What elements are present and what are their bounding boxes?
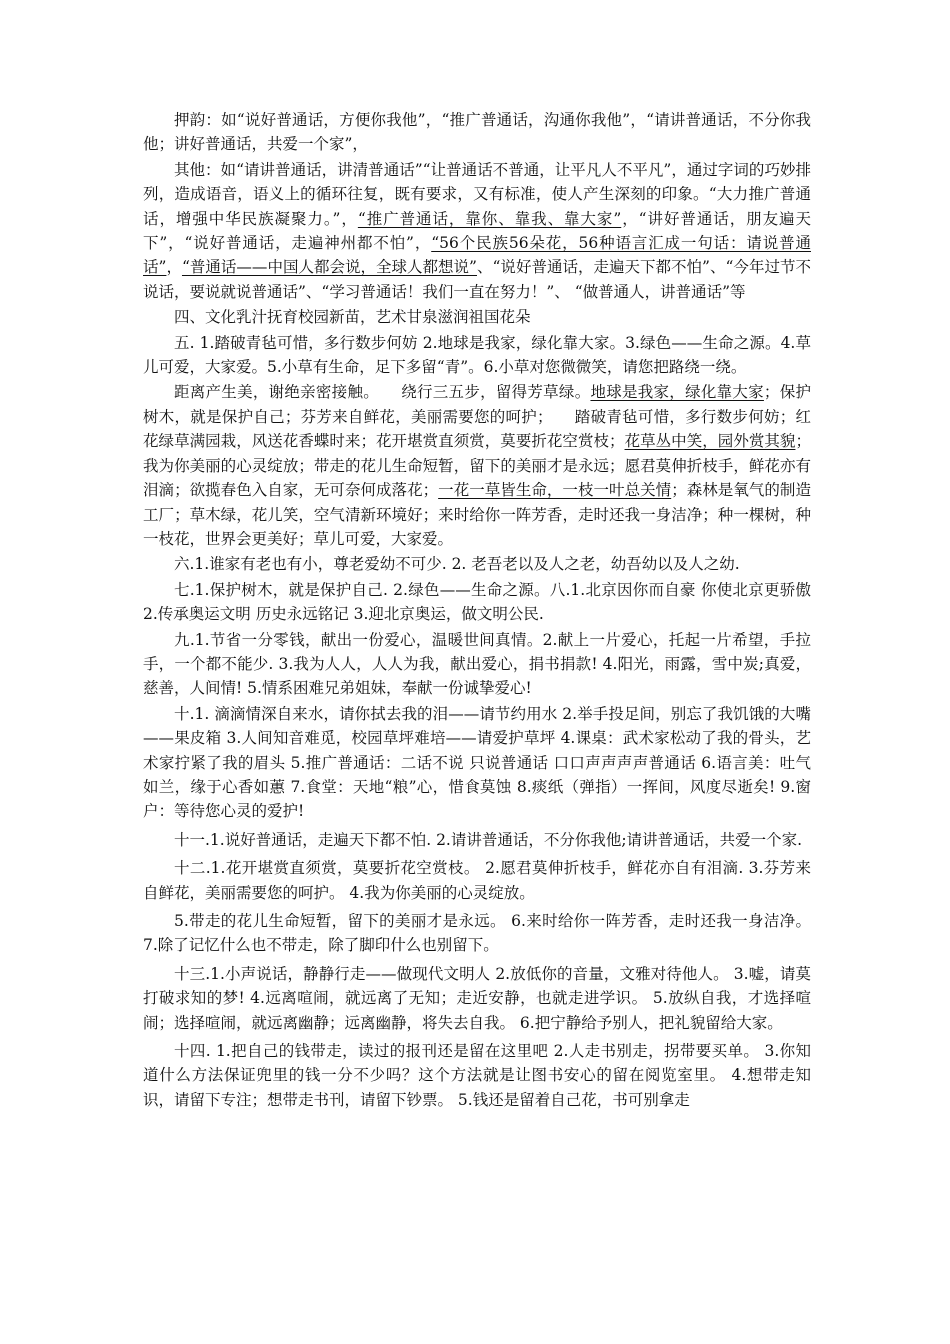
text-run: 六.1.谁家有老也有小，尊老爱幼不可少. 2. 老吾老以及人之老，幼吾幼以及人之幼. xyxy=(174,555,740,574)
text-run: 其他：如“请讲普通话，讲清普通话”“让普通话不普通，让平凡人不平凡”，通过字词的巧妙排列，造成语音，语义上的循环往复，既有要求，又有标准，使人产生深刻的印象。“大力推广普通话，增强中华民族凝聚力。”， xyxy=(143,160,811,228)
document-page xyxy=(143,108,811,1113)
paragraph xyxy=(143,552,811,576)
text-run: 押韵：如“说好普通话，方便你我他”，“推广普通话，沟通你我他”，“请讲普通话，不分你我他；讲好普通话，共爱一个家”， xyxy=(143,111,811,154)
text-run: 十四. 1.把自己的钱带走，读过的报刊还是留在这里吧 2.人走书别走，拐带要买单。 3.你知道什么方法保证兜里的钱一分不少吗？这个方法就是让图书安心的留在阅览室里。 4.想带走知识，请留下专注；想带走书刊，请留下钞票。 5.钱还是留着自己花，书可别拿走 xyxy=(143,1042,811,1109)
text-run: 十三.1.小声说话，静静行走——做现代文明人 2.放低你的音量，文雅对待他人。 3.嘘，请莫打破求知的梦! 4.远离喧闹，就远离了无知；走近安静，也就走进学识。 5.放纵自我，才选择喧闹；选择喧闹，就远离幽静；远离幽静，将失去自我。 6.把宁静给予别人，把礼貌留给大家。 xyxy=(143,964,811,1032)
text-run: 十一.1.说好普通话，走遍天下都不怕. 2.请讲普通话，不分你我他;请讲普通话，共爱一个家. xyxy=(174,830,803,849)
text-run: 绕行三五步，留得芳草绿。 xyxy=(400,383,591,402)
underlined-slogan: “推广普通话，靠你、靠我、靠大家” xyxy=(357,209,622,228)
paragraph xyxy=(143,962,811,1035)
underlined-slogan: “普通话——中国人都会说，全球人都想说” xyxy=(181,258,477,277)
underlined-slogan: “56个民族56朵花，56种语言汇成一句话：请说普通话” xyxy=(143,234,811,277)
underlined-slogan: 一花一草皆生命，一枝一叶总关情 xyxy=(438,481,672,500)
text-run: 十二.1.花开堪赏直须赏，莫要折花空赏枝。 2.愿君莫伸折枝手，鲜花亦自有泪滴. 3.芬芳来自鲜花，美丽需要您的呵护。 4.我为你美丽的心灵绽放。 xyxy=(143,859,811,902)
paragraph xyxy=(143,331,811,380)
text-run: 、“说好普通话，走遍天下都不怕”、“今年过节不说话，要说就说普通话”、“学习普通话！我们一直在努力！”、 “做普通人，讲普通话”等 xyxy=(143,258,811,301)
text-run: 五. 1.踏破青毡可惜，多行数步何妨 2.地球是我家，绿化靠大家。3.绿色——生命之源。4.草儿可爱，大家爱。5.小草有生命，足下多留“青”。6.小草对您微微笑，请您把路绕一绕。 xyxy=(143,333,811,377)
paragraph xyxy=(143,578,811,627)
paragraph xyxy=(143,305,811,329)
text-run: ；保护树木，就是保护自己；芬芳来自鲜花，美丽需要您的呵护； xyxy=(143,383,811,426)
text-run: ，“讲好普通话，朋友遍天下”，“说好普通话，走遍神州都不怕”， xyxy=(143,209,811,253)
paragraph xyxy=(143,856,811,905)
text-run: 距离产生美，谢绝亲密接触。 xyxy=(174,383,379,402)
underlined-slogan: 花草丛中笑，园外赏其貌 xyxy=(624,432,796,451)
text-run: 5.带走的花儿生命短暂，留下的美丽才是永远。 6.来时给你一阵芳香，走时还我一身洁净。 7.除了记忆什么也不带走，除了脚印什么也别留下。 xyxy=(143,912,811,955)
paragraph xyxy=(143,108,811,157)
text-run: 七.1.保护树木，就是保护自己. 2.绿色——生命之源。八.1.北京因你而自豪 你使北京更骄傲 2.传承奥运文明 历史永远铭记 3.迎北京奥运，做文明公民. xyxy=(143,580,811,624)
paragraph xyxy=(143,702,811,824)
paragraph xyxy=(143,828,811,852)
text-run: 九.1.节省一分零钱，献出一份爱心，温暖世间真情。2.献上一片爱心，托起一片希望，手拉手，一个都不能少. 3.我为人人，人人为我，献出爱心，捐书捐款! 4.阳光，雨露，雪中炭;真爱，慈善，人间情! 5.情系困难兄弟姐妹，奉献一份诚挚爱心! xyxy=(143,630,811,698)
text-run: 踏破青毡可惜，多行数步何妨；红花绿草满园栽，风送花香蝶时来；花开堪赏直须赏，莫要折花空赏枝； xyxy=(143,407,811,451)
paragraph xyxy=(143,380,811,551)
underlined-slogan: 地球是我家，绿化靠大家 xyxy=(590,383,764,402)
text-run: ， xyxy=(166,258,182,277)
text-run: 四、文化乳汁抚育校园新苗，艺术甘泉滋润祖国花朵 xyxy=(174,308,531,327)
paragraph xyxy=(143,909,811,958)
text-run: ；森林是氧气的制造工厂；草木绿，花儿笑，空气清新环境好；来时给你一阵芳香，走时还我一身洁净；种一棵树，种一枝花，世界会更美好；草儿可爱，大家爱。 xyxy=(143,481,811,548)
text-run: ；我为你美丽的心灵绽放；带走的花儿生命短暂，留下的美丽才是永远；愿君莫伸折枝手，鲜花亦有泪滴；欲揽春色入自家，无可奈何成落花； xyxy=(143,432,811,500)
text-run: 十.1. 滴滴情深自来水，请你拭去我的泪——请节约用水 2.举手投足间，别忘了我饥饿的大嘴——果皮箱 3.人间知音难觅，校园草坪难培——请爱护草坪 4.课桌：武术家松动了我的骨头，艺术家拧紧了我的眉头 5.推广普通话：二话不说 只说普通话 口口声声声声普通话 6.语言美：吐气如兰，缘于心香如蕙 7.食堂：天地“粮”心，惜食莫蚀 8.痰纸（弹指）一挥间，风度尽逝矣! 9.窗户：等待您心灵的爱护! xyxy=(143,704,811,821)
paragraph xyxy=(143,628,811,701)
paragraph xyxy=(143,1039,811,1112)
paragraph xyxy=(143,158,811,304)
